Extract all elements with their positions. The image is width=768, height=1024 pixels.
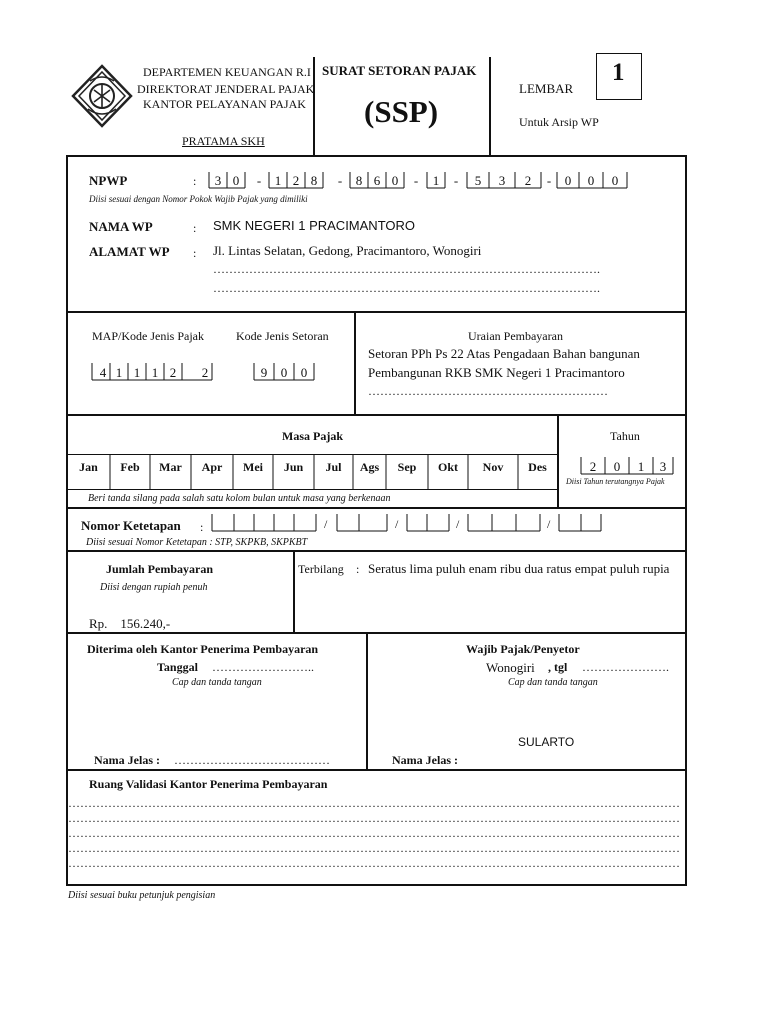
ketetapan-colon: : bbox=[200, 520, 204, 534]
npwp-note: Diisi sesuai dengan Nomor Pokok Wajib Pajak yang dimiliki bbox=[89, 194, 308, 204]
svg-text:-: - bbox=[453, 173, 459, 188]
masa-pajak-label: Masa Pajak bbox=[282, 429, 343, 443]
receiver-nama-jelas-dots[interactable]: ………………………………… bbox=[174, 753, 330, 767]
npwp-digit: 5 bbox=[474, 173, 482, 188]
npwp-digit: 0 bbox=[587, 173, 595, 188]
terbilang-value[interactable]: Seratus lima puluh enam ribu dua ratus empat puluh rupia bbox=[368, 561, 670, 576]
month-mar[interactable]: Mar bbox=[159, 460, 182, 474]
ketetapan-slash: / bbox=[547, 517, 551, 531]
month-sep[interactable]: Sep bbox=[397, 460, 417, 474]
month-jun[interactable]: Jun bbox=[283, 460, 304, 474]
npwp-digit: 0 bbox=[232, 173, 240, 188]
form-title: SURAT SETORAN PAJAK bbox=[322, 63, 477, 78]
map-digit: 1 bbox=[151, 365, 159, 380]
signature-divider bbox=[366, 632, 368, 769]
receiver-stamp-note: Cap dan tanda tangan bbox=[172, 677, 262, 688]
year-digit: 2 bbox=[589, 459, 597, 474]
agency-line-1: DEPARTEMEN KEUANGAN R.I bbox=[143, 65, 311, 79]
month-nov[interactable]: Nov bbox=[482, 460, 504, 474]
divider-before-amount bbox=[66, 550, 685, 552]
taxpayer-stamp-note: Cap dan tanda tangan bbox=[508, 677, 598, 688]
month-des[interactable]: Des bbox=[528, 460, 547, 474]
amount-label: Jumlah Pembayaran bbox=[106, 562, 214, 576]
address-label: ALAMAT WP bbox=[89, 244, 170, 259]
month-apr[interactable]: Apr bbox=[201, 460, 223, 474]
amount-note: Diisi dengan rupiah penuh bbox=[100, 582, 208, 593]
office-name: PRATAMA SKH bbox=[182, 134, 265, 148]
year-digit: 1 bbox=[637, 459, 645, 474]
npwp-digit: 2 bbox=[524, 173, 532, 188]
agency-line-3: KANTOR PELAYANAN PAJAK bbox=[143, 97, 306, 111]
sheet-number: 1 bbox=[612, 59, 625, 86]
divider-before-signatures bbox=[66, 632, 685, 634]
amount-value[interactable]: Rp. 156.240,- bbox=[89, 616, 171, 631]
npwp-digit: 1 bbox=[432, 173, 440, 188]
uraian-line-1[interactable]: Setoran PPh Ps 22 Atas Pengadaan Bahan bangunan bbox=[368, 346, 640, 361]
address-dots-2: ……………………………………………………………………………………. bbox=[213, 281, 600, 295]
ketetapan-slash: / bbox=[395, 517, 399, 531]
address-value[interactable]: Jl. Lintas Selatan, Gedong, Pracimantoro, Wonogiri bbox=[213, 243, 482, 258]
validation-line: ……………………………………………………………………………………………………………………………………… bbox=[68, 856, 680, 870]
sheet-label: LEMBAR bbox=[519, 81, 574, 96]
npwp-digit: 8 bbox=[310, 173, 318, 188]
month-jan[interactable]: Jan bbox=[79, 460, 98, 474]
taxpayer-nama-jelas-label: Nama Jelas : bbox=[392, 753, 458, 767]
validation-line: ……………………………………………………………………………………………………………………………………… bbox=[68, 841, 680, 855]
name-colon: : bbox=[193, 221, 197, 235]
ketetapan-label: Nomor Ketetapan bbox=[81, 518, 181, 533]
npwp-colon: : bbox=[193, 174, 197, 188]
map-digit: 2 bbox=[201, 365, 209, 380]
month-jul[interactable]: Jul bbox=[325, 460, 342, 474]
npwp-digit: 0 bbox=[391, 173, 399, 188]
taxpayer-title: Wajib Pajak/Penyetor bbox=[466, 642, 580, 656]
setoran-digit: 0 bbox=[300, 365, 308, 380]
map-digit: 2 bbox=[169, 365, 177, 380]
tgl-dots[interactable]: …………………. bbox=[582, 660, 669, 674]
tanggal-dots[interactable]: …………………….. bbox=[212, 660, 314, 674]
name-value[interactable]: SMK NEGERI 1 PRACIMANTORO bbox=[213, 218, 416, 233]
map-digit: 1 bbox=[115, 365, 123, 380]
validation-line: ……………………………………………………………………………………………………………………………………… bbox=[68, 796, 680, 810]
address-dots-1: ……………………………………………………………………………………. bbox=[213, 262, 600, 276]
map-digit: 1 bbox=[133, 365, 141, 380]
uraian-line-2[interactable]: Pembangunan RKB SMK Negeri 1 Pracimantoro bbox=[368, 365, 625, 380]
npwp-digit: 1 bbox=[274, 173, 282, 188]
month-okt[interactable]: Okt bbox=[437, 460, 458, 474]
setoran-digit: 0 bbox=[280, 365, 288, 380]
month-mei[interactable]: Mei bbox=[243, 460, 263, 474]
receiver-nama-jelas-label: Nama Jelas : bbox=[94, 753, 160, 767]
signer-name: SULARTO bbox=[518, 735, 575, 749]
year-digit: 3 bbox=[659, 459, 667, 474]
map-label: MAP/Kode Jenis Pajak bbox=[92, 329, 204, 343]
uraian-label: Uraian Pembayaran bbox=[468, 329, 563, 343]
svg-text:-: - bbox=[413, 173, 419, 188]
npwp-digit: 6 bbox=[373, 173, 381, 188]
svg-text:-: - bbox=[256, 173, 262, 188]
terbilang-label: Terbilang bbox=[298, 562, 344, 576]
receiver-title: Diterima oleh Kantor Penerima Pembayaran bbox=[87, 642, 319, 656]
setoran-label: Kode Jenis Setoran bbox=[236, 329, 329, 343]
setoran-digit: 9 bbox=[260, 365, 268, 380]
tanggal-label: Tanggal bbox=[157, 660, 198, 674]
validation-area[interactable] bbox=[68, 796, 683, 880]
validation-line: ……………………………………………………………………………………………………………………………………… bbox=[68, 811, 680, 825]
tahun-label: Tahun bbox=[610, 429, 640, 443]
amount-divider bbox=[293, 550, 295, 632]
agency-line-2: DIREKTORAT JENDERAL PAJAK bbox=[137, 82, 315, 96]
npwp-label: NPWP bbox=[89, 173, 128, 188]
npwp-digit: 2 bbox=[292, 173, 300, 188]
form-code: (SSP) bbox=[364, 94, 439, 129]
year-note: Diisi Tahun terutangnya Pajak bbox=[566, 477, 665, 486]
ketetapan-slash: / bbox=[456, 517, 460, 531]
validation-line: ……………………………………………………………………………………………………………………………………… bbox=[68, 826, 680, 840]
svg-text:-: - bbox=[546, 173, 552, 188]
signature-place: Wonogiri bbox=[486, 660, 535, 675]
month-ags[interactable]: Ags bbox=[359, 460, 380, 474]
name-label: NAMA WP bbox=[89, 219, 153, 234]
map-digit: 4 bbox=[99, 365, 107, 380]
month-feb[interactable]: Feb bbox=[120, 460, 140, 474]
tgl-label: , tgl bbox=[548, 660, 568, 674]
sheet-purpose: Untuk Arsip WP bbox=[519, 115, 599, 129]
uraian-dots: …………………………………………………… bbox=[368, 384, 608, 398]
ketetapan-slash: / bbox=[324, 517, 328, 531]
validation-label: Ruang Validasi Kantor Penerima Pembayaran bbox=[89, 777, 328, 791]
npwp-digit: 0 bbox=[564, 173, 572, 188]
npwp-digit: 8 bbox=[355, 173, 363, 188]
month-note: Beri tanda silang pada salah satu kolom bulan untuk masa yang berkenaan bbox=[88, 493, 391, 504]
svg-text:-: - bbox=[337, 173, 343, 188]
npwp-digit: 3 bbox=[214, 173, 222, 188]
year-digit: 0 bbox=[613, 459, 621, 474]
divider-before-validation bbox=[66, 769, 685, 771]
npwp-digit: 0 bbox=[611, 173, 619, 188]
terbilang-colon: : bbox=[356, 562, 360, 576]
footer-note: Diisi sesuai buku petunjuk pengisian bbox=[68, 890, 216, 901]
npwp-digit: 3 bbox=[498, 173, 506, 188]
address-colon: : bbox=[193, 246, 197, 260]
ketetapan-note: Diisi sesuai Nomor Ketetapan : STP, SKPKB, SKPKBT bbox=[86, 537, 308, 548]
